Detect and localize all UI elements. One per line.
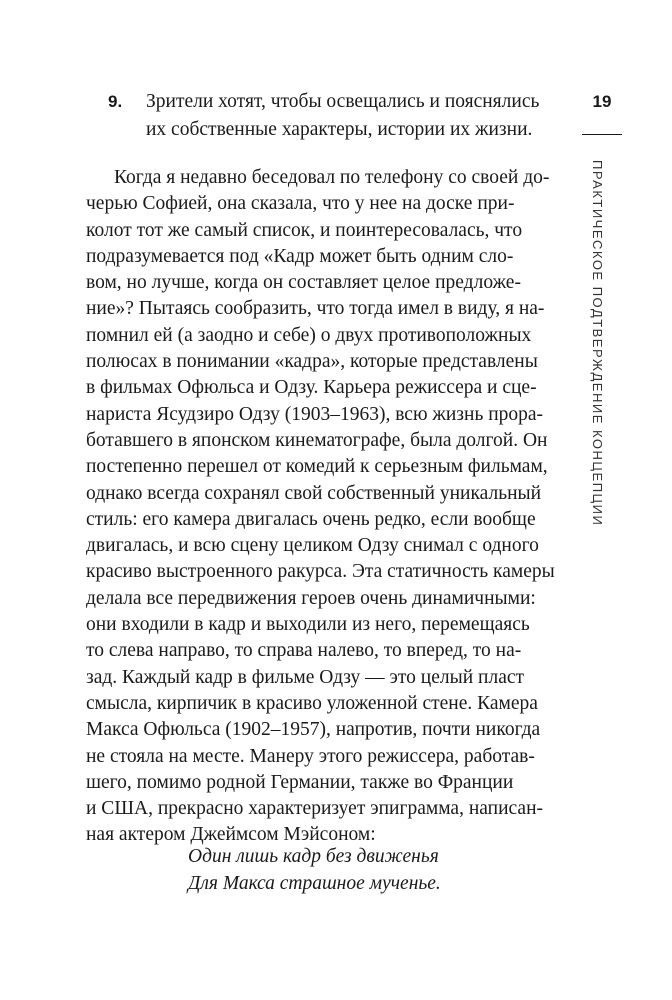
paragraph-line: зад. Каждый кадр в фильме Одзу — это целый пласт	[86, 666, 525, 688]
list-item-line: их собственные характеры, истории их жизни.	[146, 119, 533, 140]
paragraph-line: подразумевается под «Кадр может быть одним сло-	[86, 245, 514, 267]
body-paragraph	[86, 165, 556, 849]
paragraph-line: ние»? Пытаясь сообразить, что тогда имел в виду, я на-	[86, 298, 545, 320]
paragraph-line: нариста Ясудзиро Одзу (1903–1963), всю жизнь прора-	[86, 403, 544, 425]
paragraph-line: в фильмах Офюльса и Одзу. Карьера режиссера и сце-	[86, 377, 537, 399]
paragraph-line: вом, но лучше, когда он составляет целое предложе-	[86, 272, 521, 294]
paragraph-line: однако всегда сохранял свой собственный уникальный	[86, 482, 542, 504]
paragraph-line: помнил ей (а заодно и себе) о двух противоположных	[86, 324, 532, 346]
paragraph-line: ботавшего в японском кинематографе, была долгой. Он	[86, 429, 548, 451]
paragraph-line: красиво выстроенного ракурса. Эта статичность камеры	[86, 561, 555, 583]
paragraph-line: постепенно перешел от комедий к серьезным фильмам,	[86, 456, 548, 478]
paragraph-line: то слева направо, то справа налево, то вперед, то на-	[86, 640, 522, 662]
paragraph-line: Когда я недавно беседовал по телефону со своей до-	[114, 167, 550, 188]
paragraph-line: делала все передвижения героев очень динамичными:	[86, 587, 536, 609]
paragraph-line: двигалась, и всю сцену целиком Одзу снимал с одного	[86, 535, 539, 557]
paragraph-line: колот тот же самый список, и поинтересовалась, что	[86, 219, 523, 241]
paragraph-line: черью Софией, она сказала, что у нее на доске при-	[86, 193, 515, 215]
paragraph-line: шего, помимо родной Германии, также во Франции	[86, 771, 514, 793]
verse-line: Один лишь кадр без движенья	[188, 846, 439, 867]
verse-line: Для Макса страшное мученье.	[188, 873, 441, 894]
paragraph-line: Макса Офюльса (1902–1957), напротив, почти никогда	[86, 719, 541, 741]
page-number-rule	[582, 134, 622, 135]
paragraph-line: не стояла на месте. Манеру этого режиссера, работав-	[86, 745, 535, 767]
epigram-verse	[188, 843, 441, 897]
page-number: 19	[592, 92, 612, 111]
numbered-list-item	[108, 88, 548, 144]
paragraph-line: стиль: его камера двигалась очень редко, если вообще	[86, 508, 536, 530]
list-item-number: 9.	[108, 92, 123, 111]
paragraph-line: они входили в кадр и выходили из него, перемещаясь	[86, 614, 530, 636]
paragraph-line: смысла, кирпичик в красиво уложенной стене. Камера	[86, 692, 538, 714]
running-head: ПРАКТИЧЕСКОЕ ПОДТВЕРЖДЕНИЕ КОНЦЕПЦИИ	[590, 160, 605, 527]
paragraph-line: ная актером Джеймсом Мэйсоном:	[86, 824, 376, 846]
paragraph-line: полюсах в понимании «кадра», которые представлены	[86, 351, 538, 373]
list-item-line: Зрители хотят, чтобы освещались и пояснялись	[146, 91, 540, 112]
paragraph-line: и США, прекрасно характеризует эпиграмма, написан-	[86, 798, 544, 820]
